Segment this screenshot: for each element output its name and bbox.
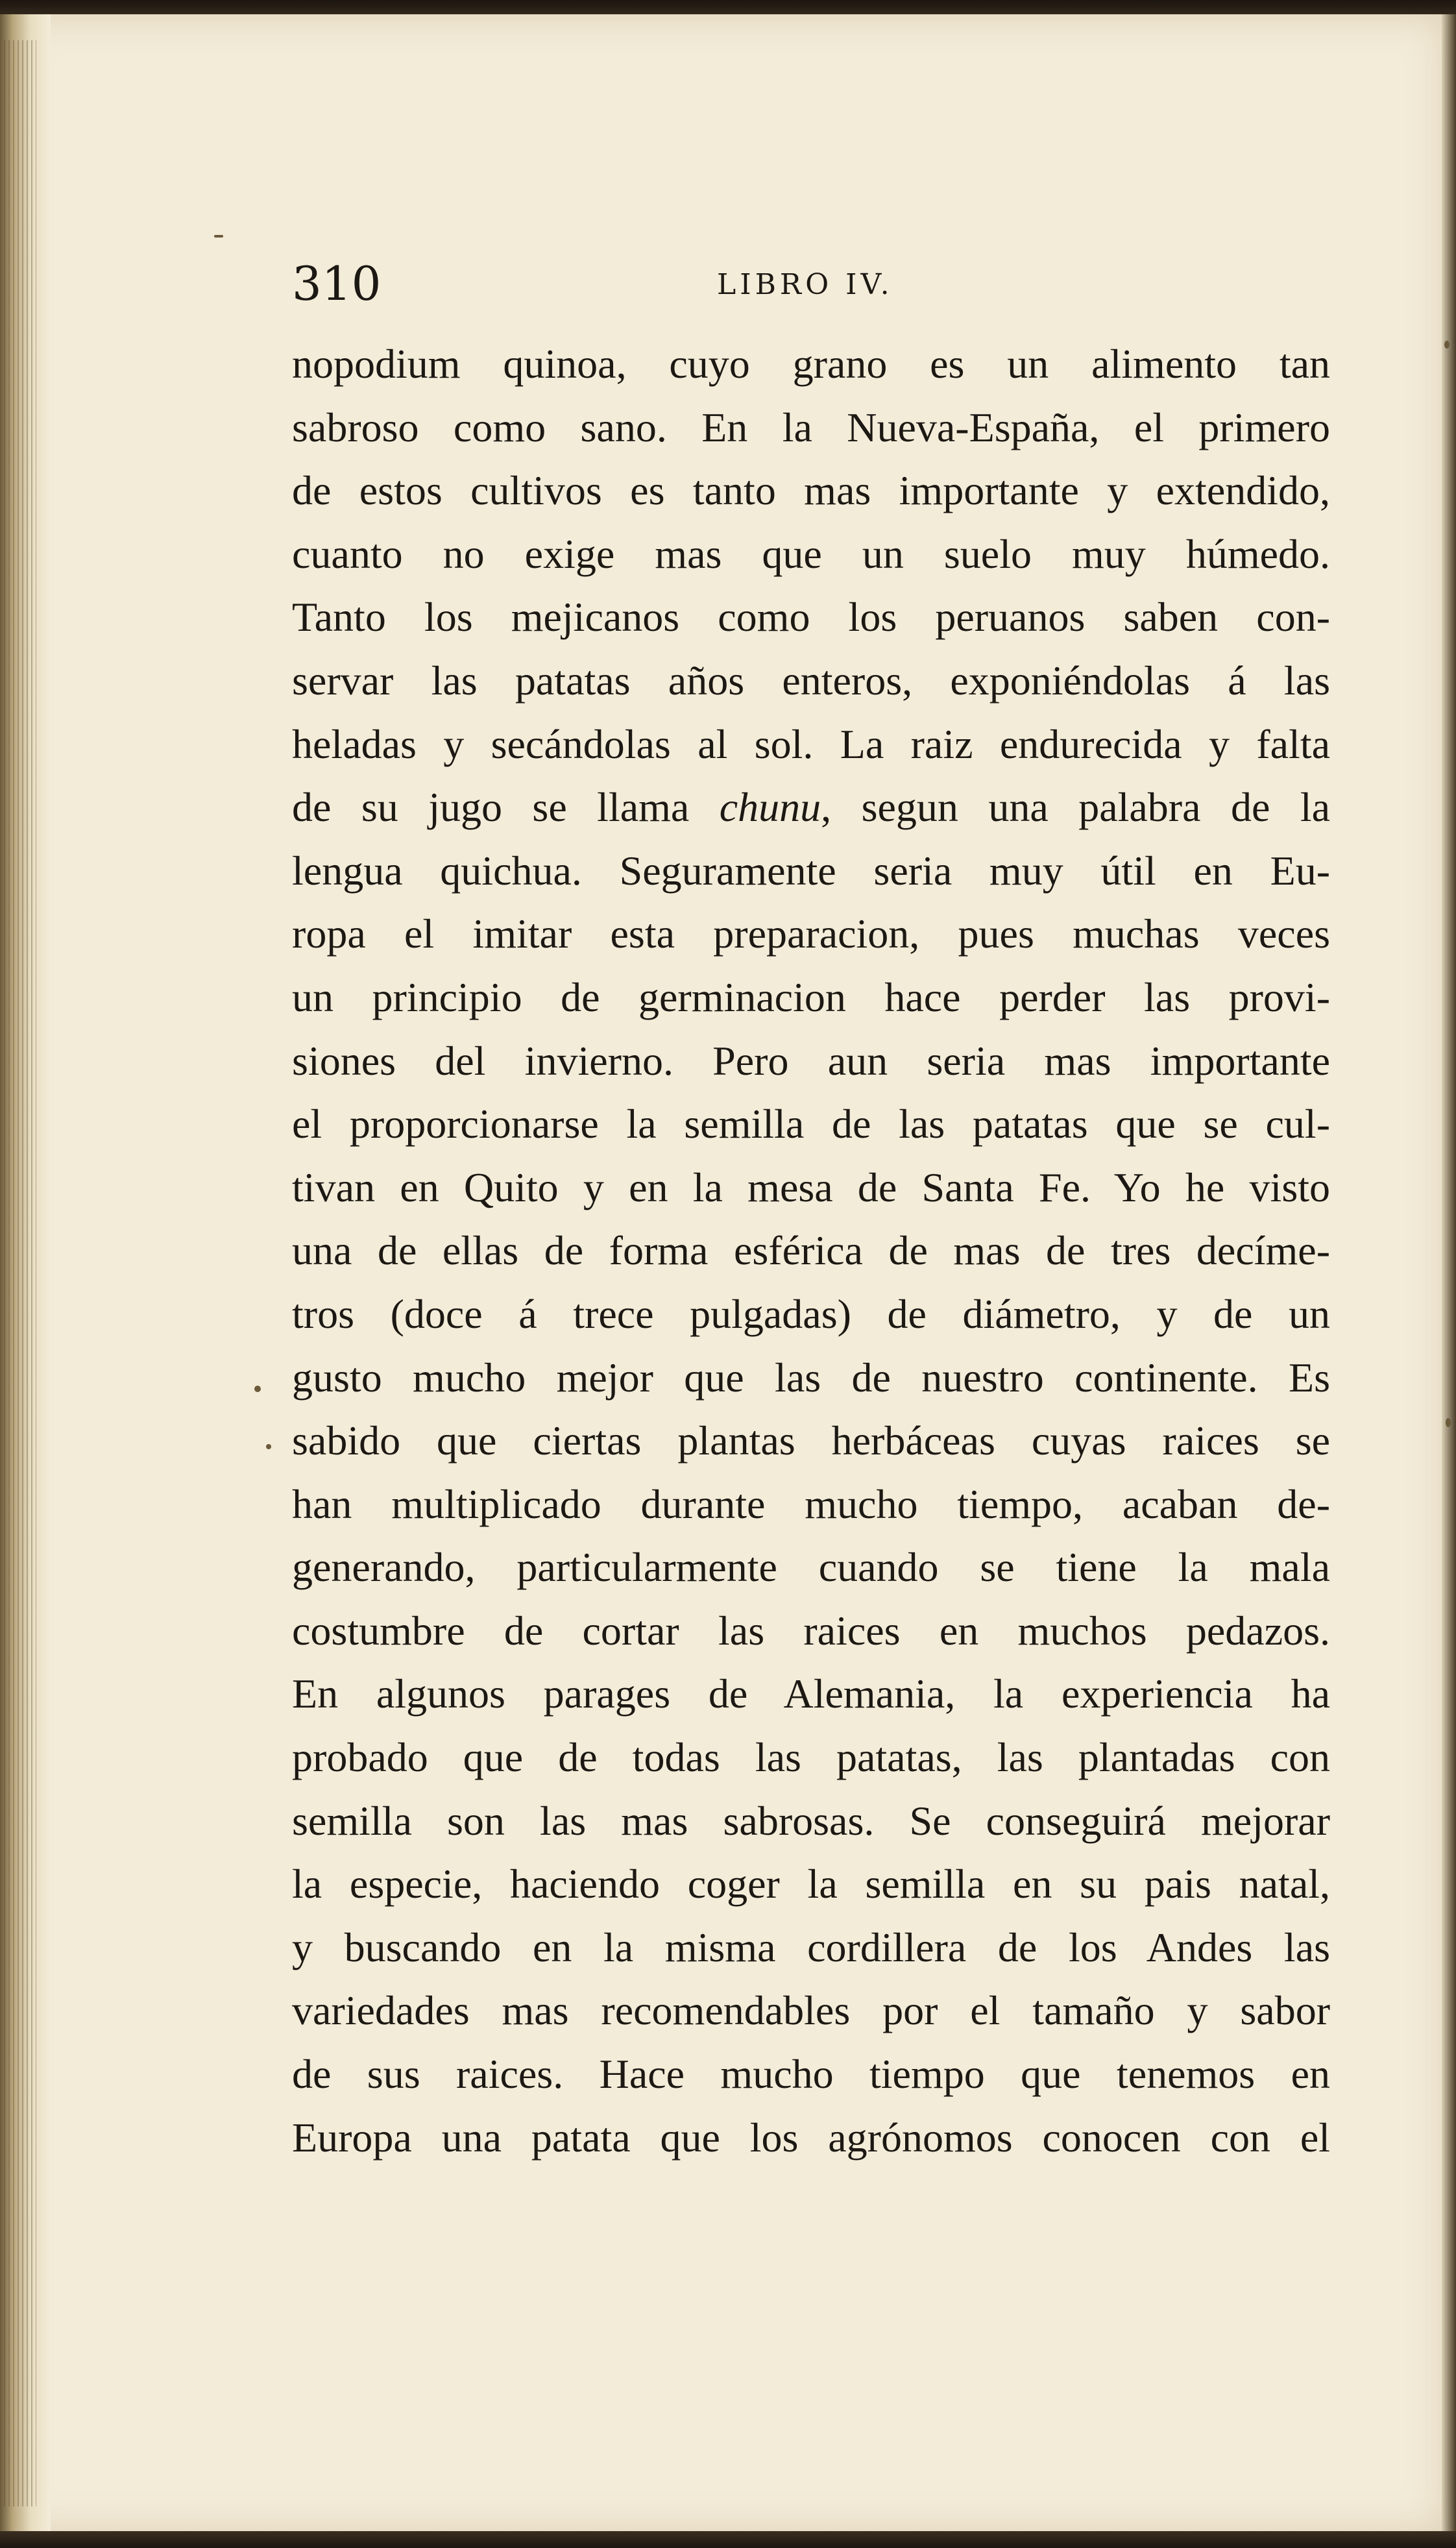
ink-speck	[214, 235, 223, 238]
text-line: una de ellas de forma esférica de mas de tres decíme-	[292, 1227, 1330, 1274]
text-line: el proporcionarse la semilla de las patatas que se cul-	[292, 1101, 1330, 1147]
text-line: de sus raices. Hace mucho tiempo que tenemos en	[292, 2051, 1330, 2098]
ink-speck	[1446, 1418, 1451, 1427]
ink-speck	[266, 1444, 271, 1449]
text-line: semilla son las mas sabrosas. Se conseguirá mejorar	[292, 1797, 1330, 1844]
italic-term: chunu	[719, 784, 821, 831]
text-line: cuanto no exige mas que un suelo muy húmedo.	[292, 530, 1330, 577]
page-header	[292, 254, 1330, 313]
ink-speck	[254, 1386, 261, 1392]
text-line: probado que de todas las patatas, las plantadas con	[292, 1734, 1330, 1781]
text-line: han multiplicado durante mucho tiempo, acaban de-	[292, 1480, 1330, 1527]
text-line: En algunos parages de Alemania, la experiencia ha	[292, 1671, 1330, 1717]
text-segment: de su jugo se llama	[292, 784, 720, 831]
text-line: de estos cultivos es tanto mas importante y extendido,	[292, 467, 1330, 514]
text-line: lengua quichua. Seguramente seria muy útil en Eu-	[292, 847, 1330, 894]
text-line: sabroso como sano. En la Nueva-España, el primero	[292, 404, 1330, 450]
bottom-binding-edge	[0, 2531, 1456, 2548]
page-stack-lines	[4, 40, 36, 2506]
text-line: nopodium quinoa, cuyo grano es un alimento tan	[292, 341, 1330, 387]
text-line: gusto mucho mejor que las de nuestro continente. Es	[292, 1354, 1330, 1401]
text-line: siones del invierno. Pero aun seria mas importante	[292, 1037, 1330, 1084]
text-line	[292, 776, 1330, 839]
page-number: 310	[292, 256, 382, 311]
text-line: Europa una patata que los agrónomos conocen con el	[292, 2114, 1330, 2161]
text-line: tros (doce á trece pulgadas) de diámetro, y de un	[292, 1290, 1330, 1337]
book-gutter	[0, 14, 51, 2532]
text-line: sabido que ciertas plantas herbáceas cuyas raices se	[292, 1417, 1330, 1464]
right-page-edge	[1442, 14, 1456, 2532]
running-head: LIBRO IV.	[717, 268, 893, 301]
text-line: tivan en Quito y en la mesa de Santa Fe. Yo he visto	[292, 1164, 1330, 1210]
text-line: y buscando en la misma cordillera de los Andes las	[292, 1924, 1330, 1970]
text-line: la especie, haciendo coger la semilla en su pais natal,	[292, 1861, 1330, 1907]
text-line: heladas y secándolas al sol. La raiz endurecida y falta	[292, 720, 1330, 767]
ink-speck	[1444, 341, 1450, 349]
text-line: un principio de germinacion hace perder las provi-	[292, 974, 1330, 1020]
text-line: costumbre de cortar las raices en muchos pedazos.	[292, 1607, 1330, 1654]
text-line: Tanto los mejicanos como los peruanos saben con-	[292, 594, 1330, 641]
text-line: variedades mas recomendables por el tamaño y sabor	[292, 1987, 1330, 2034]
text-line: ropa el imitar esta preparacion, pues muchas veces	[292, 911, 1330, 957]
text-line: generando, particularmente cuando se tiene la mala	[292, 1544, 1330, 1591]
text-segment: , segun una palabra de la	[821, 784, 1330, 831]
body-text	[292, 332, 1330, 2169]
text-line: servar las patatas años enteros, exponiéndolas á las	[292, 657, 1330, 704]
